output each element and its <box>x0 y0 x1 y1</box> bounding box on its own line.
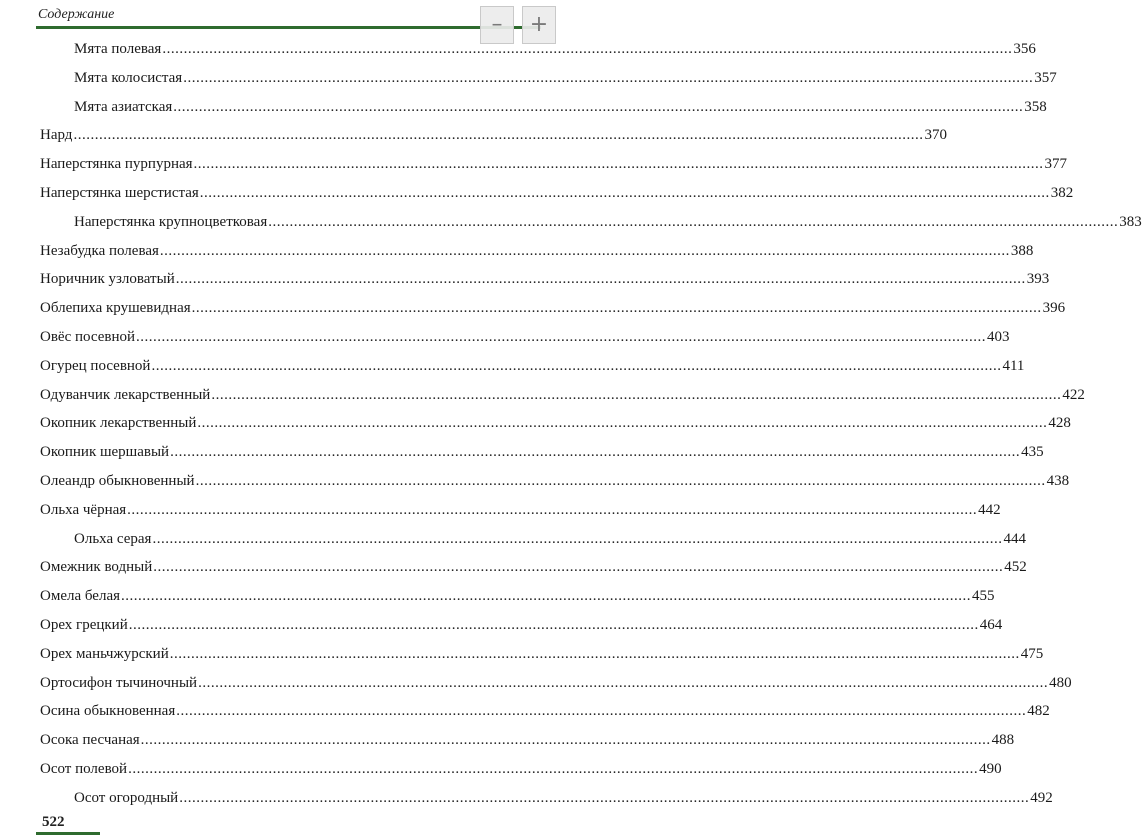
page-number: 522 <box>42 814 65 830</box>
toc-entry-page: 396 <box>1042 300 1066 317</box>
toc-entry-title: Наперстянка крупноцветковая <box>74 213 268 230</box>
toc-dot-leader: ........................................................................................................................................................................................................ <box>195 473 1046 489</box>
toc-entry-title: Мята полевая <box>74 41 162 57</box>
toc-entry-page: 452 <box>1004 559 1027 576</box>
toc-dot-leader: ........................................................................................................................................................................................................ <box>159 242 1010 259</box>
toc-dot-leader: ........................................................................................................................................................................................................ <box>191 300 1042 317</box>
toc-entry-title: Олеандр обыкновенный <box>40 473 195 489</box>
toc-entry[interactable] <box>0 671 1072 695</box>
toc-dot-leader: ........................................................................................................................................................................................................ <box>73 127 924 144</box>
toc-leader-line <box>40 325 1010 349</box>
zoom-out-button[interactable]: – <box>480 6 514 44</box>
toc-entry[interactable] <box>0 699 1050 723</box>
toc-leader-line <box>40 699 1050 723</box>
toc-dot-leader: ........................................................................................................................................................................................................ <box>140 732 991 749</box>
toc-leader-line <box>74 95 1047 119</box>
toc-entry-page: 475 <box>1020 645 1044 662</box>
toc-leader-line <box>40 642 1044 666</box>
toc-entry[interactable] <box>0 66 1057 90</box>
toc-dot-leader: ........................................................................................................................................................................................................ <box>136 329 987 345</box>
toc-entry-page: 482 <box>1027 703 1050 720</box>
toc-entry-page: 357 <box>1034 69 1057 86</box>
toc-entry-title: Наперстянка пурпурная <box>40 156 193 173</box>
toc-entry-title: Ольха чёрная <box>40 501 127 518</box>
toc-entry-page: 388 <box>1010 242 1034 259</box>
toc-entry[interactable] <box>0 210 1142 234</box>
toc-dot-leader: ........................................................................................................................................................................................................ <box>211 386 1062 403</box>
toc-leader-line <box>40 469 1070 493</box>
toc-entry-title: Норичник узловатый <box>40 271 175 288</box>
toc-entry[interactable] <box>0 325 1010 349</box>
toc-leader-line <box>40 267 1050 291</box>
toc-entry-title: Наперстянка шерстистая <box>40 185 199 201</box>
toc-entry[interactable] <box>0 498 1001 522</box>
toc-entry-title: Нард <box>40 127 73 144</box>
toc-entry-title: Орех маньчжурский <box>40 645 169 662</box>
toc-entry[interactable] <box>0 95 1047 119</box>
header-rule <box>36 26 541 29</box>
toc-leader-line <box>40 728 1015 752</box>
zoom-in-button[interactable]: + <box>522 6 556 44</box>
toc-leader-line <box>40 296 1066 320</box>
toc-entry-title: Овёс посевной <box>40 329 136 345</box>
toc-entry-page: 393 <box>1026 271 1050 288</box>
toc-leader-line <box>40 613 1003 637</box>
toc-dot-leader: ........................................................................................................................................................................................................ <box>169 645 1020 662</box>
toc-dot-leader: ........................................................................................................................................................................................................ <box>198 674 1049 691</box>
toc-entry-page: 428 <box>1048 415 1071 432</box>
toc-leader-line <box>40 383 1085 407</box>
toc-entry[interactable] <box>0 383 1085 407</box>
toc-entry-page: 356 <box>1013 41 1036 57</box>
toc-entry-title: Мята азиатская <box>74 98 173 115</box>
toc-dot-leader: ........................................................................................................................................................................................................ <box>199 185 1050 201</box>
header-title: Содержание <box>38 7 115 22</box>
toc-entry-page: 464 <box>979 617 1003 633</box>
toc-leader-line <box>40 354 1025 378</box>
toc-leader-line <box>40 671 1072 695</box>
toc-leader-line <box>74 210 1142 234</box>
toc-entry-page: 403 <box>987 329 1010 345</box>
toc-entry-page: 358 <box>1024 98 1047 115</box>
toc-leader-line <box>40 440 1044 464</box>
toc-entry[interactable] <box>0 555 1027 579</box>
toc-dot-leader: ........................................................................................................................................................................................................ <box>170 444 1021 461</box>
toc-leader-line <box>74 527 1026 551</box>
toc-leader-line <box>40 152 1068 176</box>
toc-entry-page: 490 <box>979 761 1002 777</box>
toc-entry-title: Окопник лекарственный <box>40 415 197 432</box>
toc-entry[interactable] <box>0 728 1015 752</box>
toc-entry-title: Осока песчаная <box>40 732 140 749</box>
toc-entry[interactable] <box>0 527 1026 551</box>
toc-dot-leader: ........................................................................................................................................................................................................ <box>127 501 978 518</box>
toc-entry-page: 377 <box>1044 156 1068 173</box>
toc-entry-page: 383 <box>1119 213 1142 230</box>
toc-leader-line <box>40 498 1001 522</box>
toc-dot-leader: ........................................................................................................................................................................................................ <box>151 357 1002 374</box>
toc-entry[interactable] <box>0 613 1003 637</box>
toc-entry-title: Огурец посевной <box>40 357 151 374</box>
toc-entry[interactable] <box>0 296 1066 320</box>
toc-entry-title: Окопник шершавый <box>40 444 170 461</box>
toc-leader-line <box>40 757 1002 781</box>
toc-entry[interactable] <box>0 181 1074 205</box>
toc-dot-leader: ........................................................................................................................................................................................................ <box>162 41 1013 57</box>
toc-dot-leader: ........................................................................................................................................................................................................ <box>153 559 1004 576</box>
toc-entry[interactable] <box>0 642 1044 666</box>
toc-leader-line <box>40 181 1074 205</box>
toc-dot-leader: ........................................................................................................................................................................................................ <box>128 761 979 777</box>
toc-entry[interactable] <box>0 152 1068 176</box>
toc-entry-page: 370 <box>924 127 947 144</box>
toc-entry-title: Осот огородный <box>74 789 179 806</box>
toc-dot-leader: ........................................................................................................................................................................................................ <box>173 98 1024 115</box>
toc-entry-page: 435 <box>1021 444 1044 461</box>
toc-entry[interactable] <box>0 584 995 608</box>
toc-entry[interactable] <box>0 440 1044 464</box>
toc-leader-line <box>74 786 1053 810</box>
toc-entry[interactable] <box>0 411 1071 435</box>
toc-entry-title: Одуванчик лекарственный <box>40 386 211 403</box>
toc-entry-title: Незабудка полевая <box>40 242 159 259</box>
toc-dot-leader: ........................................................................................................................................................................................................ <box>176 703 1027 720</box>
toc-entry[interactable] <box>0 123 947 147</box>
toc-dot-leader: ........................................................................................................................................................................................................ <box>197 415 1048 432</box>
toc-entry-title: Осина обыкновенная <box>40 703 176 720</box>
footer-rule <box>36 832 100 835</box>
toc-entry-title: Ольха серая <box>74 530 152 547</box>
toc-entry-title: Омежник водный <box>40 559 153 576</box>
toc-entry-page: 382 <box>1050 185 1074 201</box>
toc-entry-page: 422 <box>1062 386 1085 403</box>
toc-entry-page: 411 <box>1002 357 1025 374</box>
toc-entry-title: Облепиха крушевидная <box>40 300 191 317</box>
toc-leader-line <box>74 37 1036 61</box>
toc-entry[interactable] <box>0 786 1053 810</box>
toc-leader-line <box>40 555 1027 579</box>
toc-entry[interactable] <box>0 239 1034 263</box>
toc-entry[interactable] <box>0 757 1002 781</box>
toc-dot-leader: ........................................................................................................................................................................................................ <box>179 789 1030 806</box>
toc-dot-leader: ........................................................................................................................................................................................................ <box>183 69 1034 86</box>
toc-entry-page: 455 <box>972 588 995 605</box>
toc-entry-title: Осот полевой <box>40 761 128 777</box>
toc-dot-leader: ........................................................................................................................................................................................................ <box>152 530 1003 547</box>
toc-entry-title: Омела белая <box>40 588 121 605</box>
toc-entry[interactable] <box>0 37 1036 61</box>
toc-entry-title: Орех грецкий <box>40 617 128 633</box>
toc-leader-line <box>40 239 1034 263</box>
toc-dot-leader: ........................................................................................................................................................................................................ <box>268 213 1119 230</box>
toc-entry-page: 480 <box>1049 674 1072 691</box>
toc-entry[interactable] <box>0 354 1025 378</box>
toc-entry[interactable] <box>0 469 1070 493</box>
toc-entry-title: Мята колосистая <box>74 69 183 86</box>
toc-entry-page: 488 <box>991 732 1015 749</box>
toc-leader-line <box>40 584 995 608</box>
toc-dot-leader: ........................................................................................................................................................................................................ <box>175 271 1026 288</box>
toc-leader-line <box>74 66 1057 90</box>
toc-dot-leader: ........................................................................................................................................................................................................ <box>193 156 1044 173</box>
toc-dot-leader: ........................................................................................................................................................................................................ <box>128 617 979 633</box>
toc-dot-leader: ........................................................................................................................................................................................................ <box>121 588 972 605</box>
toc-entry-page: 442 <box>978 501 1001 518</box>
toc-leader-line <box>40 411 1071 435</box>
toc-entry-title: Ортосифон тычиночный <box>40 674 198 691</box>
toc-entry-page: 438 <box>1046 473 1070 489</box>
toc-leader-line <box>40 123 947 147</box>
toc-entry[interactable] <box>0 267 1050 291</box>
toc-entry-page: 444 <box>1003 530 1026 547</box>
toc-entry-page: 492 <box>1030 789 1053 806</box>
